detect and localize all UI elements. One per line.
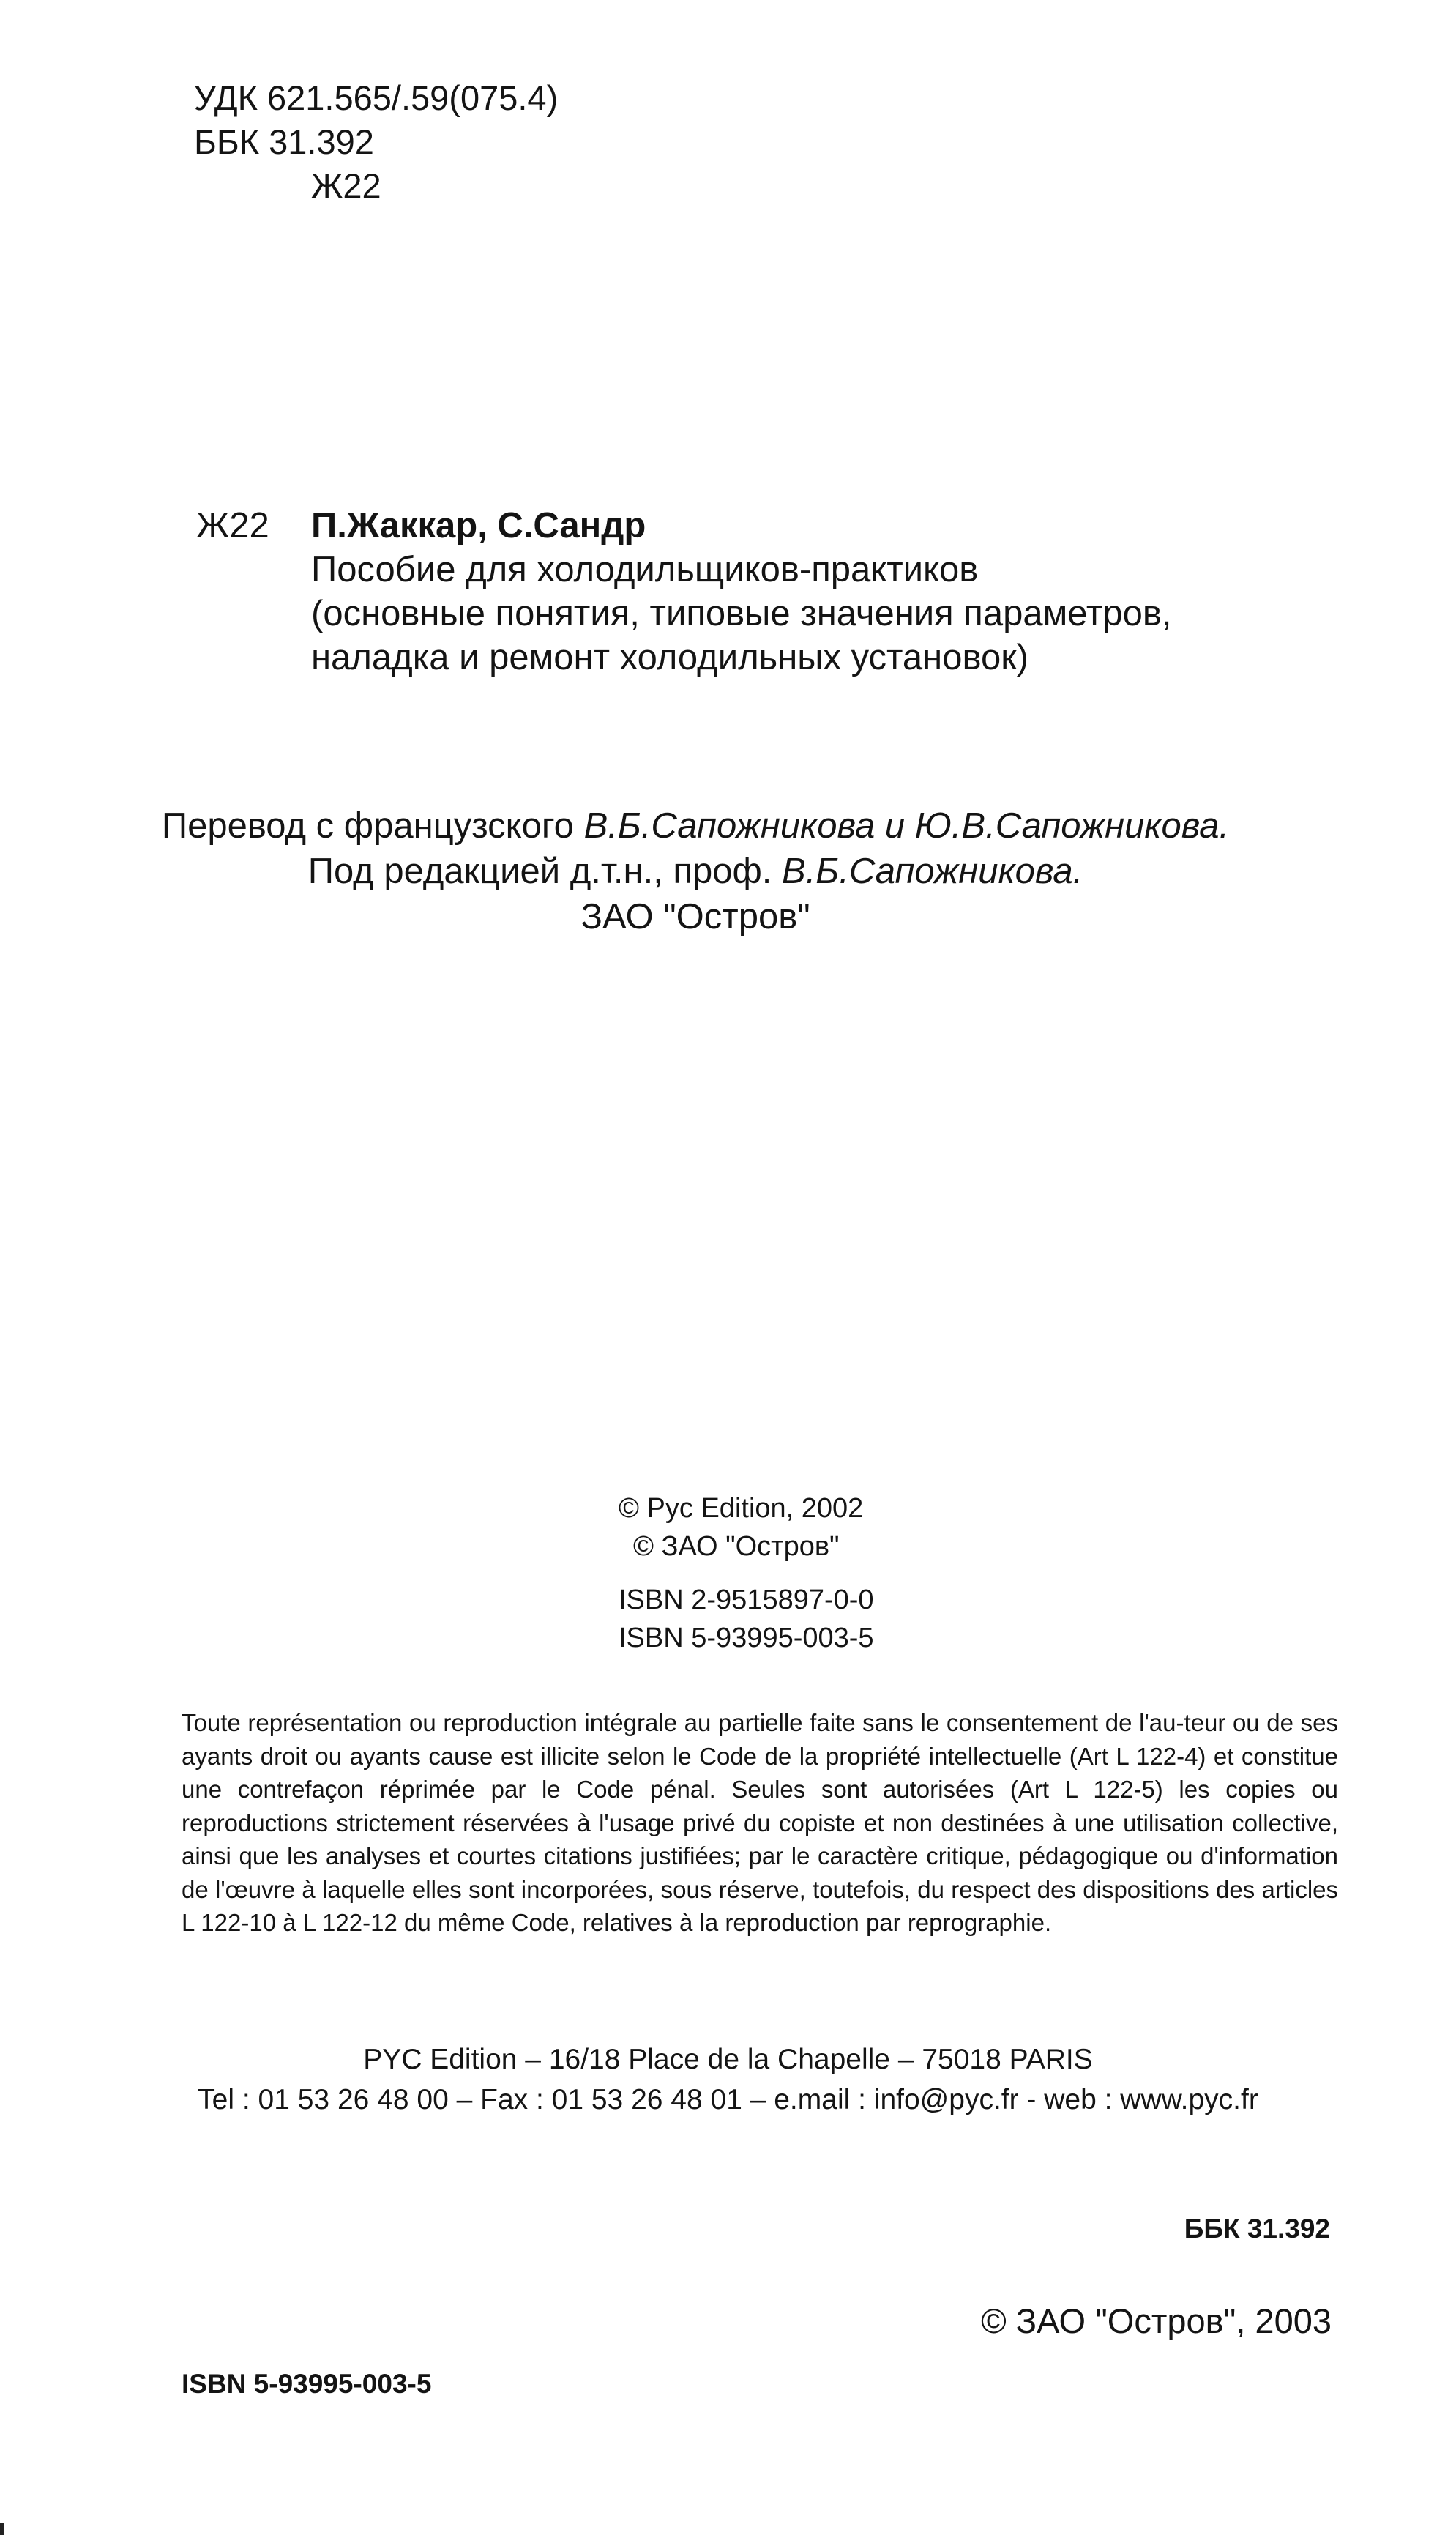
legal-notice: Toute représentation ou reproduction intégrale au partielle faite sans le consentement de l'au-teur ou de ses ayants droit ou ayants cause est illicite selon le Code de la propriété intellectuelle (Art L 122-4) et constitue une contrefaçon réprimée par le Code pénal. Seules sont autorisées (Art L 122-5) les copies ou reproductions strictement réservées à l'usage privé du copiste et non destinées à une utilisation collective, ainsi que les analyses et courtes citations justifiées; par le caractère critique, pédagogique ou d'information de l'œuvre à laquelle elles sont incorporées, sous réserve, toutefois, du respect des dispositions des articles L 122-10 à L 122-12 du même Code, relatives à la reproduction par reprographie.: [182, 1709, 1338, 1936]
editor-name: В.Б.Сапожникова.: [782, 852, 1083, 891]
copyright-pyc: © Pyc Edition, 2002: [619, 1493, 864, 1524]
translation-prefix: Перевод с французского: [161, 806, 584, 846]
isbn-footer: ISBN 5-93995-003-5: [182, 2369, 432, 2399]
publisher-address: PYC Edition – 16/18 Place de la Chapelle – 75018 PARIS: [363, 2044, 1093, 2075]
copyright-footer: © ЗАО "Остров", 2003: [981, 2301, 1332, 2340]
bbk-code: ББК 31.392: [194, 122, 374, 161]
copyright-ostrov: © ЗАО "Остров": [633, 1531, 840, 1562]
isbn-french: ISBN 2-9515897-0-0: [619, 1585, 874, 1615]
publisher-name: ЗАО "Остров": [580, 897, 810, 937]
publisher-contacts: Tel : 01 53 26 48 00 – Fax : 01 53 26 48 01 – e.mail : info@pyc.fr - web : www.pyc.fr: [198, 2084, 1258, 2115]
editor-prefix: Под редакцией д.т.н., проф.: [307, 852, 783, 891]
scan-edge-mark: [0, 2523, 4, 2535]
udk-code: УДК 621.565/.59(075.4): [194, 78, 559, 117]
title-line-3: наладка и ремонт холодильных установок): [311, 638, 1028, 677]
translators: В.Б.Сапожникова и Ю.В.Сапожникова.: [583, 806, 1230, 846]
title-line-1: Пособие для холодильщиков-практиков: [311, 550, 979, 589]
authors: П.Жаккар, С.Сандр: [311, 506, 646, 546]
translation-line: [0, 804, 1391, 848]
editor-line: [0, 849, 1391, 893]
author-mark: Ж22: [311, 166, 381, 205]
catalog-index: Ж22: [196, 506, 269, 546]
isbn-russian: ISBN 5-93995-003-5: [619, 1623, 874, 1653]
title-line-2: (основные понятия, типовые значения параметров,: [311, 594, 1172, 633]
bbk-footer: ББК 31.392: [1184, 2214, 1330, 2244]
